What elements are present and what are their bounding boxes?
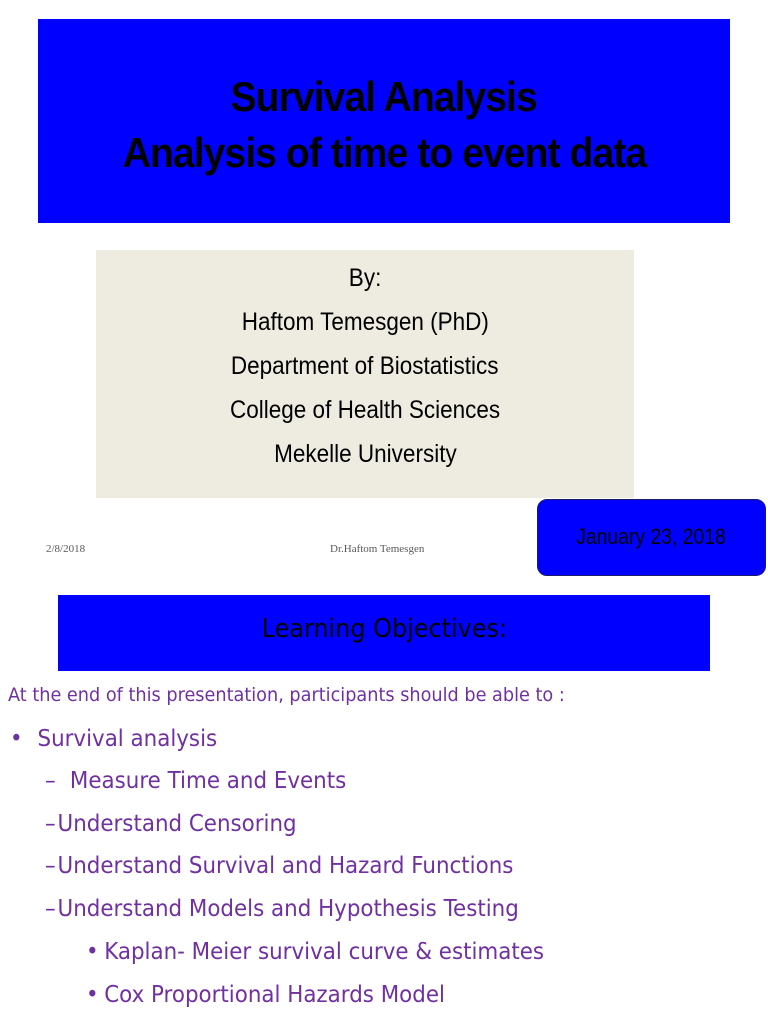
bullet-marker: • bbox=[86, 982, 99, 1008]
dash-marker: – bbox=[45, 853, 56, 879]
author-college: College of Health Sciences bbox=[229, 396, 501, 424]
footer-author: Dr.Haftom Temesgen bbox=[330, 543, 425, 555]
objective-text: Understand Censoring bbox=[57, 811, 297, 837]
objective-item bbox=[45, 768, 346, 794]
objectives-intro: At the end of this presentation, participants should be able to : bbox=[8, 684, 565, 706]
objective-item bbox=[10, 726, 217, 752]
dash-marker: – bbox=[45, 768, 56, 794]
title-line-2: Analysis of time to event data bbox=[122, 129, 646, 176]
bullet-marker: • bbox=[10, 726, 23, 752]
title-banner bbox=[38, 19, 730, 223]
objectives-banner bbox=[58, 595, 710, 671]
objective-text: Cox Proportional Hazards Model bbox=[104, 982, 445, 1008]
objective-text: Measure Time and Events bbox=[63, 768, 347, 794]
dash-marker: – bbox=[45, 896, 56, 922]
objective-text: Kaplan- Meier survival curve & estimates bbox=[104, 939, 545, 965]
author-name: Haftom Temesgen (PhD) bbox=[241, 308, 489, 336]
objective-subitem bbox=[86, 982, 445, 1008]
dash-marker: – bbox=[45, 811, 56, 837]
bullet-marker: • bbox=[86, 939, 99, 965]
objectives-heading: Learning Objectives: bbox=[261, 614, 507, 644]
footer-date: 2/8/2018 bbox=[46, 543, 86, 555]
objective-text: Survival analysis bbox=[37, 726, 218, 752]
objective-item bbox=[45, 896, 519, 922]
date-text: January 23, 2018 bbox=[576, 524, 727, 549]
title-line-1: Survival Analysis bbox=[230, 73, 538, 120]
author-by-label: By: bbox=[348, 264, 382, 292]
objective-subitem bbox=[86, 939, 544, 965]
objective-text: Understand Models and Hypothesis Testing bbox=[57, 896, 519, 922]
author-block bbox=[96, 250, 634, 498]
date-box bbox=[537, 499, 766, 576]
author-department: Department of Biostatistics bbox=[231, 352, 499, 380]
objective-item bbox=[45, 811, 297, 837]
author-university: Mekelle University bbox=[273, 440, 457, 468]
objective-text: Understand Survival and Hazard Functions bbox=[57, 853, 514, 879]
objective-item bbox=[45, 853, 513, 879]
